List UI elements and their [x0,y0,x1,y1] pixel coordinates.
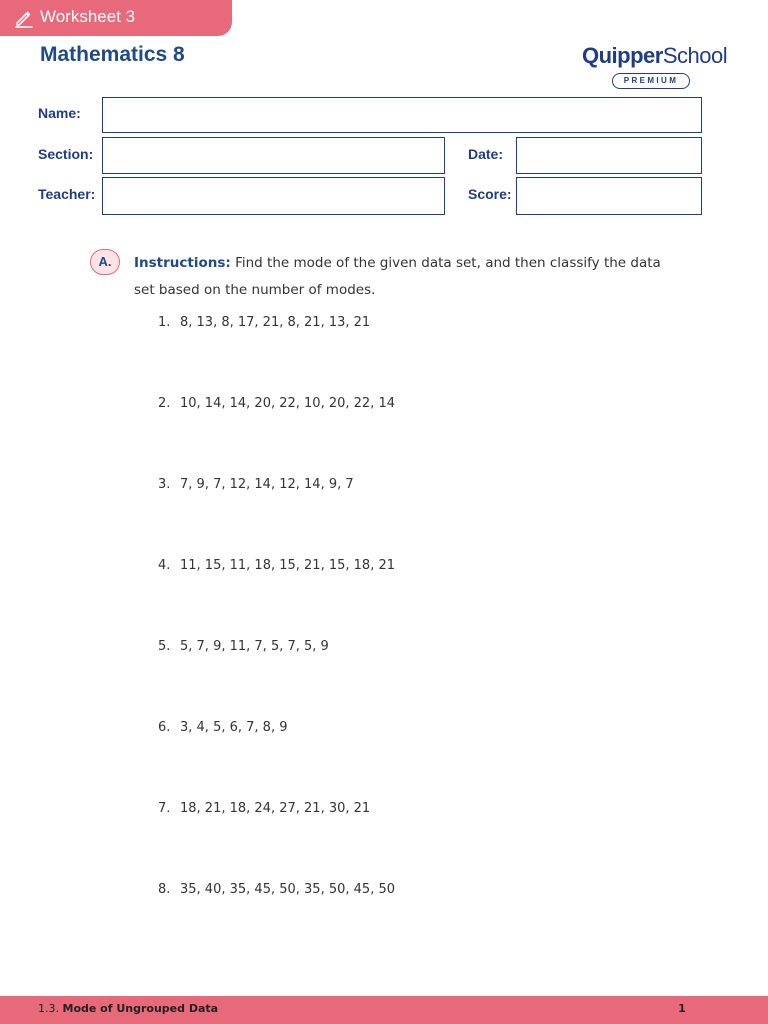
logo-premium-badge: PREMIUM [612,73,690,89]
page-number: 1 [678,1002,686,1015]
question-item [158,720,288,735]
question-number: 4. [158,558,171,573]
question-item [158,315,370,330]
subject-title: Mathematics 8 [40,43,185,66]
question-item [158,639,329,654]
question-number: 3. [158,477,171,492]
question-item [158,477,354,492]
section-label: Section: [38,146,94,162]
question-data: 18, 21, 18, 24, 27, 21, 30, 21 [180,801,371,816]
worksheet-label: Worksheet 3 [40,7,136,26]
date-field[interactable] [516,137,702,174]
footer-lesson [38,1002,218,1015]
question-data: 11, 15, 11, 18, 15, 21, 15, 18, 21 [180,558,395,573]
question-number: 5. [158,639,171,654]
question-number: 2. [158,396,171,411]
logo-brand-light: School [662,43,728,68]
pencil-icon [14,8,34,28]
question-item [158,801,370,816]
question-number: 8. [158,882,171,897]
question-number: 1. [158,315,171,330]
logo-wordmark [582,43,727,69]
score-label: Score: [468,186,512,202]
score-field[interactable] [516,177,702,215]
question-data: 3, 4, 5, 6, 7, 8, 9 [180,720,288,735]
logo-brand-bold: Quipper [582,43,663,68]
worksheet-tab [0,0,232,36]
question-item [158,396,395,411]
question-number: 6. [158,720,171,735]
name-field[interactable] [102,97,702,133]
instructions-body: Find the mode of the given data set, and then classify the data set based on the number of modes. [134,255,661,298]
question-item [158,558,395,573]
date-label: Date: [468,146,504,162]
question-item [158,882,395,897]
question-data: 8, 13, 8, 17, 21, 8, 21, 13, 21 [180,315,371,330]
name-label: Name: [38,105,81,121]
question-data: 5, 7, 9, 11, 7, 5, 7, 5, 9 [180,639,329,654]
page-footer [0,996,768,1024]
instructions-text [134,250,674,304]
question-data: 35, 40, 35, 45, 50, 35, 50, 45, 50 [180,882,395,897]
question-data: 10, 14, 14, 20, 22, 10, 20, 22, 14 [180,396,395,411]
question-number: 7. [158,801,171,816]
teacher-label: Teacher: [38,186,96,202]
section-a-badge: A. [90,249,120,275]
section-field[interactable] [102,137,445,174]
lesson-number: 1.3. [38,1002,59,1015]
instructions-lead: Instructions: [134,255,231,271]
teacher-field[interactable] [102,177,445,215]
question-data: 7, 9, 7, 12, 14, 12, 14, 9, 7 [180,477,354,492]
lesson-title: Mode of Ungrouped Data [62,1002,219,1015]
quipper-school-logo [582,43,728,91]
